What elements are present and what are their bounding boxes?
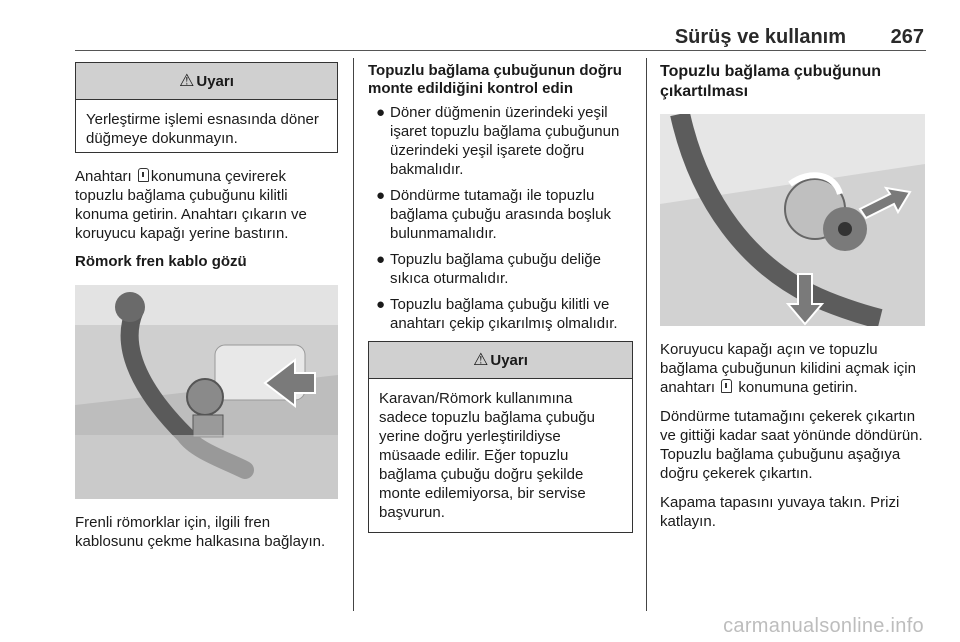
paragraph: Koruyucu kapağı açın ve topuzlu bağlama çubuğunun kilidini açmak için anahtarı konumuna getirin.	[660, 341, 916, 396]
warning-title: Uyarı	[196, 72, 234, 90]
column-3	[660, 62, 925, 541]
bullet-icon: ●	[376, 251, 386, 268]
towbar-illustration	[75, 285, 338, 499]
list-item: ● Döndürme tutamağı ile topuzlu bağlama çubuğu arasında boşluk bulunmamalıdır.	[376, 187, 611, 242]
section-title: Sürüş ve kullanım	[674, 26, 846, 48]
watermark: carmanualsonline.info	[723, 615, 924, 637]
paragraph: Anahtarı konumuna çevirerek topuzlu bağlama çubuğunu kilitli konuma getirin. Anahtarı çıkarın ve koruyucu kapağı yerine bastırın.	[75, 168, 307, 242]
column-divider	[646, 58, 647, 611]
column-1	[75, 62, 338, 561]
section-heading: Topuzlu bağlama çubuğunun doğru monte edildiğini kontrol edin	[368, 62, 622, 97]
warning-box	[75, 62, 338, 153]
checklist	[368, 103, 633, 333]
key-lock-icon	[138, 168, 149, 182]
warning-header	[369, 342, 632, 379]
section-heading: Topuzlu bağlama çubuğunun çıkartılması	[660, 63, 882, 100]
warning-box	[368, 341, 633, 533]
bullet-icon: ●	[376, 104, 386, 121]
towbar-removal-illustration	[660, 114, 925, 326]
list-item: ● Topuzlu bağlama çubuğu kilitli ve anahtarı çekip çıkarılmış olmalıdır.	[376, 296, 618, 332]
warning-header	[76, 63, 337, 100]
list-item: ● Döner düğmenin üzerindeki yeşil işaret topuzlu bağlama çubuğunun üzerindeki yeşil işarete doğru bakmalıdır.	[376, 104, 620, 178]
paragraph: Döndürme tutamağını çekerek çıkartın ve gittiği kadar saat yönünde döndürün. Topuzlu bağlama çubuğunu aşağıya doğru çekerek çıkartın.	[660, 408, 923, 482]
warning-triangle-icon: ⚠	[179, 71, 195, 90]
key-unlock-icon	[721, 379, 732, 393]
page-header	[75, 0, 926, 51]
list-item: ● Topuzlu bağlama çubuğu deliğe sıkıca oturmalıdır.	[376, 251, 601, 287]
column-2	[368, 62, 633, 547]
warning-title: Uyarı	[490, 351, 528, 369]
paragraph: Kapama tapasını yuvaya takın. Prizi katlayın.	[660, 494, 900, 530]
column-divider	[353, 58, 354, 611]
warning-text: Yerleştirme işlemi esnasında döner düğmeye dokunmayın.	[86, 111, 319, 147]
section-heading: Römork fren kablo gözü	[75, 253, 247, 270]
page-number: 267	[890, 26, 924, 48]
paragraph: Frenli römorklar için, ilgili fren kablosunu çekme halkasına bağlayın.	[75, 514, 326, 550]
warning-text: Karavan/Römork kullanımına sadece topuzlu bağlama çubuğu yerine doğru yerleştirildiyse müsaade edilir. Eğer topuzlu bağlama çubuğu doğru şekilde monte edilemiyorsa, bir servise başvurun.	[379, 390, 595, 521]
bullet-icon: ●	[376, 187, 386, 204]
warning-triangle-icon: ⚠	[473, 350, 489, 369]
bullet-icon: ●	[376, 296, 386, 313]
